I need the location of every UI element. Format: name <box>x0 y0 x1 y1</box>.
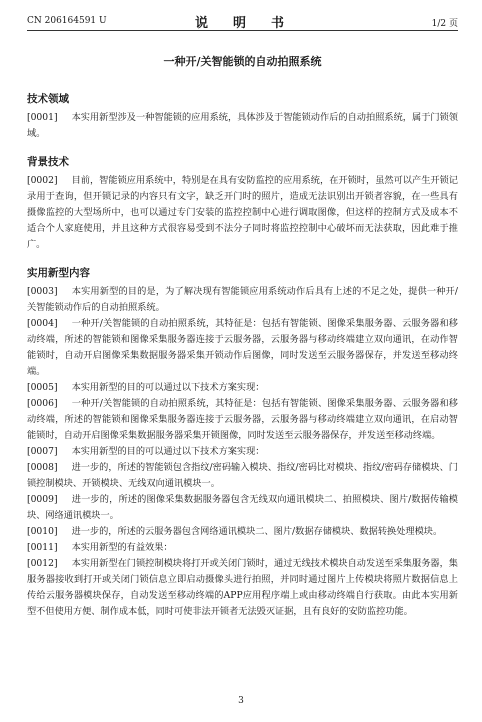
paragraph-text: 本实用新型的目的可以通过以下技术方案实现： <box>71 382 265 393</box>
paragraph-number: [0003] <box>27 286 58 297</box>
paragraph-number: [0005] <box>27 382 58 393</box>
paragraph-text: 本实用新型的目的是，为了解决现有智能锁应用系统动作后具有上述的不足之处，提供一种开/关智能锁动作后的自动拍照系统。 <box>27 286 458 313</box>
paragraph-text: 本实用新型在门锁控制模块将打开或关闭门锁时，通过无线技术模块自动发送至采集服务器，集服务器接收到打开或关闭门锁信息立即启动摄像头进行拍照，并同时通过图片上传模块将照片数据信息上传给云服务器模块保存，自动发送至移动终端的APP应用程序端上或由移动终端自行获取。由此本实用新型不但使用方便、制作成本低，同时可使非法开锁者无法毁灭证据，且有良好的安防监控功能。 <box>27 558 458 617</box>
invention-title: 一种开/关智能锁的自动拍照系统 <box>163 55 322 68</box>
paragraph-number: [0001] <box>27 112 58 123</box>
paragraph <box>27 540 458 556</box>
document-type-title: 说 明 书 <box>194 16 290 31</box>
paragraph-text: 本实用新型的目的可以通过以下技术方案实现： <box>71 446 265 457</box>
paragraph-text: 一种开/关智能锁的自动拍照系统，其特征是：包括有智能锁、图像采集服务器、云服务器和移动终端，所述的智能锁和图像采集服务器连接于云服务器，云服务器与移动终端建立双向通讯，在启动智能锁时，自动开启图像采集数据服务器采集开锁图像，同时发送至云服务器保存，并发送至移动终端。 <box>27 398 458 441</box>
paragraph <box>27 316 458 380</box>
paragraph-number: [0002] <box>27 175 58 186</box>
section-heading: 背景技术 <box>27 156 69 168</box>
page-number: 3 <box>238 696 244 706</box>
section-background <box>27 154 458 253</box>
paragraph <box>27 444 458 460</box>
paragraph <box>27 524 458 540</box>
section-heading: 实用新型内容 <box>27 267 90 279</box>
paragraph-number: [0010] <box>27 526 58 537</box>
paragraph-text: 本实用新型涉及一种智能锁的应用系统，具体涉及于智能锁动作后的自动拍照系统，属于门锁领域。 <box>27 112 458 139</box>
paragraph <box>27 110 458 142</box>
page-indicator: 1/2 页 <box>431 19 458 29</box>
paragraph-text: 进一步的，所述的智能锁包含指纹/密码输入模块、指纹/密码比对模块、指纹/密码存储模块、门锁控制模块、开锁模块、无线双向通讯模块一。 <box>27 462 458 489</box>
section-technical-field <box>27 91 458 142</box>
paragraph-number: [0008] <box>27 462 58 473</box>
paragraph <box>27 284 458 316</box>
section-heading: 技术领域 <box>27 93 69 105</box>
paragraph-text: 目前，智能锁应用系统中，特别是在具有安防监控的应用系统，在开锁时，虽然可以产生开锁记录用于查询，但开锁记录的内容只有文字，缺乏开门时的照片，造成无法识别出开锁者容貌，在一些具有摄像监控的大型场所中，也可以通过专门安装的监控控制中心进行调取图像，但这样的控制方式及成本不适合个人家庭使用，并且这种方式很容易受到不法分子同时将监控控制中心破坏而无法获取，因此难于推广。 <box>27 175 458 250</box>
paragraph <box>27 396 458 444</box>
page-header <box>27 0 458 31</box>
paragraph-number: [0012] <box>27 558 58 569</box>
paragraph-number: [0007] <box>27 446 58 457</box>
paragraph <box>27 173 458 253</box>
paragraph <box>27 460 458 492</box>
section-summary <box>27 265 458 620</box>
paragraph-number: [0006] <box>27 398 58 409</box>
paragraph <box>27 556 458 620</box>
paragraph-text: 进一步的，所述的图像采集数据服务器包含无线双向通讯模块二、拍照模块、图片/数据传输模块、网络通讯模块一。 <box>27 494 458 521</box>
paragraph-number: [0011] <box>27 542 58 553</box>
paragraph-number: [0004] <box>27 318 58 329</box>
patent-number: CN 206164591 U <box>27 16 107 26</box>
paragraph <box>27 380 458 396</box>
paragraph-text: 本实用新型的有益效果： <box>71 542 173 553</box>
paragraph-text: 进一步的，所述的云服务器包含网络通讯模块二、图片/数据存储模块、数据转换处理模块。 <box>71 526 443 537</box>
paragraph <box>27 492 458 524</box>
paragraph-text: 一种开/关智能锁的自动拍照系统，其特征是：包括有智能锁、图像采集服务器、云服务器和移动终端，所述的智能锁和图像采集服务器连接于云服务器，云服务器与移动终端建立双向通讯，在动作智能锁时，自动开启图像采集数据服务器采集开锁动作后图像，同时发送至云服务器保存，并发送至移动终端。 <box>27 318 458 377</box>
paragraph-number: [0009] <box>27 494 58 505</box>
